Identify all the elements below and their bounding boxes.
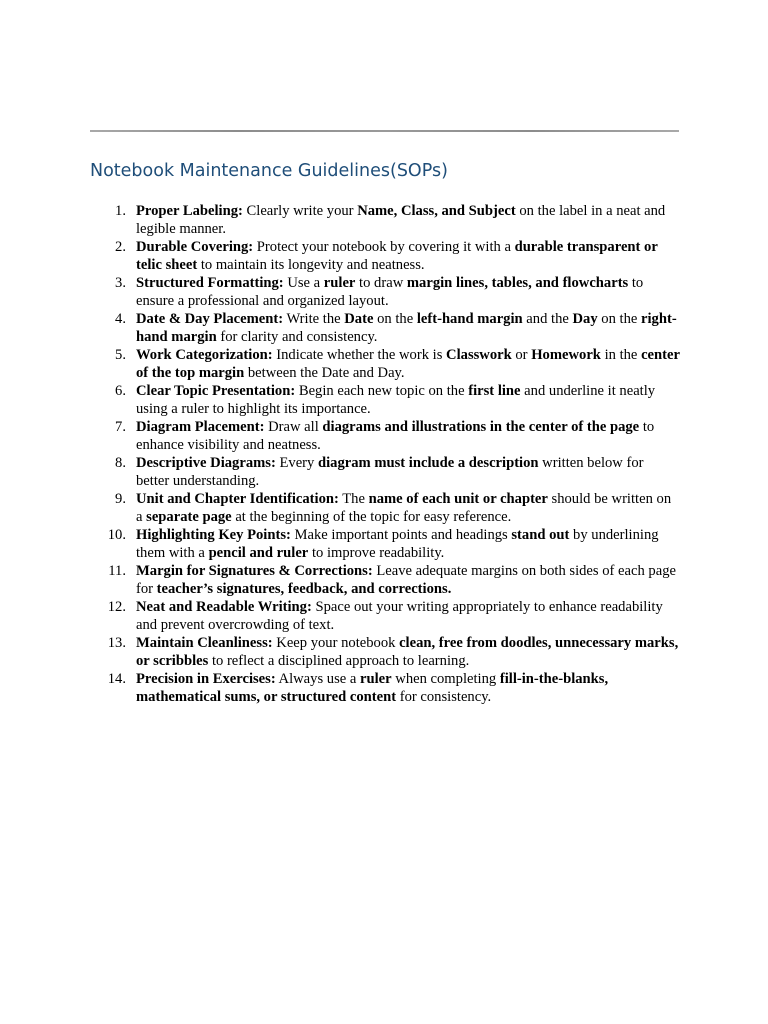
text-run: and the xyxy=(522,311,573,327)
text-run: Clearly write your xyxy=(242,203,358,219)
bold-run: Work Categorization: xyxy=(136,347,273,363)
text-run: to reflect a disciplined approach to learning. xyxy=(208,653,470,669)
item-text xyxy=(136,527,659,561)
bold-run: center of the top margin xyxy=(136,347,680,381)
item-text xyxy=(136,347,680,381)
item-text xyxy=(136,455,644,489)
bold-run: Classwork xyxy=(446,347,512,363)
guideline-item-5 xyxy=(90,346,680,382)
document-title: Notebook Maintenance Guidelines(SOPs) xyxy=(90,161,448,181)
text-run: when completing xyxy=(391,671,500,687)
bold-run: Durable Covering: xyxy=(136,239,254,255)
text-run: and underline it neatly using a ruler to highlight its importance. xyxy=(136,383,656,417)
bold-run: Name, Class, and Subject xyxy=(357,203,516,219)
guideline-item-2 xyxy=(90,238,680,274)
bold-run: ruler xyxy=(360,671,392,687)
text-run: Use a xyxy=(283,275,324,291)
bold-run: Precision in Exercises: xyxy=(136,671,276,687)
bold-run: Clear Topic Presentation: xyxy=(136,383,296,399)
guideline-item-1 xyxy=(90,202,680,238)
item-number: 10. xyxy=(107,527,126,543)
guideline-item-9 xyxy=(90,490,680,526)
header-rule xyxy=(90,130,679,132)
text-run: should be written on a xyxy=(136,491,672,525)
bold-run: Structured Formatting: xyxy=(136,275,284,291)
bold-run: ruler xyxy=(323,275,356,291)
bold-run: Proper Labeling: xyxy=(136,203,243,219)
bold-run: Neat and Readable Writing: xyxy=(136,599,312,615)
bold-run: Date xyxy=(344,311,374,327)
item-number: 12. xyxy=(107,599,126,615)
item-text xyxy=(136,239,658,273)
bold-run: clean, free from doodles, unnecessary marks, or scribbles xyxy=(136,635,679,669)
text-run: Keep your notebook xyxy=(272,635,400,651)
item-number: 14. xyxy=(107,671,126,687)
guideline-item-8 xyxy=(90,454,680,490)
item-number: 2. xyxy=(115,239,126,255)
text-run: The xyxy=(338,491,369,507)
bold-run: Unit and Chapter Identification: xyxy=(136,491,339,507)
item-text xyxy=(136,203,665,237)
guideline-item-7 xyxy=(90,418,680,454)
item-text xyxy=(136,563,676,597)
text-run: Every xyxy=(275,455,318,471)
bold-run: Highlighting Key Points: xyxy=(136,527,291,543)
guideline-item-4 xyxy=(90,310,680,346)
text-run: to improve readability. xyxy=(308,545,445,561)
guideline-item-6 xyxy=(90,382,680,418)
item-text xyxy=(136,671,608,705)
item-number: 1. xyxy=(115,203,126,219)
item-text xyxy=(136,419,654,453)
bold-run: name of each unit or chapter xyxy=(368,491,548,507)
text-run: or xyxy=(511,347,532,363)
bold-run: pencil and ruler xyxy=(208,545,309,561)
bold-run: Margin for Signatures & Corrections: xyxy=(136,563,373,579)
text-run: on the xyxy=(373,311,417,327)
bold-run: separate page xyxy=(146,509,232,525)
text-run: for clarity and consistency. xyxy=(216,329,378,345)
text-run: Indicate whether the work is xyxy=(272,347,447,363)
item-number: 9. xyxy=(115,491,126,507)
item-number: 4. xyxy=(115,311,126,327)
bold-run: margin lines, tables, and flowcharts xyxy=(406,275,629,291)
item-text xyxy=(136,635,678,669)
text-run: to enhance visibility and neatness. xyxy=(136,419,655,453)
text-run: Protect your notebook by covering it with a xyxy=(253,239,515,255)
text-run: Begin each new topic on the xyxy=(295,383,469,399)
text-run: by underlining them with a xyxy=(136,527,659,561)
bold-run: diagrams and illustrations in the center of the page xyxy=(322,419,640,435)
bold-run: Homework xyxy=(531,347,601,363)
text-run: on the xyxy=(597,311,642,327)
text-run: to draw xyxy=(355,275,407,291)
bold-run: durable transparent or telic sheet xyxy=(136,239,658,273)
guideline-item-3 xyxy=(90,274,680,310)
bold-run: Date & Day Placement: xyxy=(136,311,284,327)
text-run: Make important points and headings xyxy=(290,527,512,543)
item-number: 11. xyxy=(108,563,126,579)
guideline-item-11 xyxy=(90,562,680,598)
text-run: for consistency. xyxy=(396,689,492,705)
item-number: 8. xyxy=(115,455,126,471)
item-number: 6. xyxy=(115,383,126,399)
bold-run: Maintain Cleanliness: xyxy=(136,635,273,651)
bold-run: fill-in-the-blanks, mathematical sums, or structured content xyxy=(136,671,609,705)
guideline-list xyxy=(90,202,680,706)
bold-run: Diagram Placement: xyxy=(136,419,265,435)
text-run: Write the xyxy=(283,311,345,327)
item-number: 7. xyxy=(115,419,126,435)
item-number: 5. xyxy=(115,347,126,363)
text-run: Draw all xyxy=(264,419,323,435)
bold-run: Day xyxy=(572,311,598,327)
text-run: Always use a xyxy=(275,671,361,687)
text-run: between the Date and Day. xyxy=(244,365,405,381)
guideline-item-10 xyxy=(90,526,680,562)
item-text xyxy=(136,383,655,417)
text-run: Space out your writing appropriately to enhance readability and prevent overcrowding of text. xyxy=(136,599,663,633)
bold-run: first line xyxy=(468,383,521,399)
item-text xyxy=(136,599,663,633)
guideline-item-13 xyxy=(90,634,680,670)
item-text xyxy=(136,311,677,345)
bold-run: Descriptive Diagrams: xyxy=(136,455,276,471)
item-number: 13. xyxy=(107,635,126,651)
guideline-item-14 xyxy=(90,670,680,706)
guideline-item-12 xyxy=(90,598,680,634)
item-text xyxy=(136,491,671,525)
bold-run: stand out xyxy=(511,527,570,543)
bold-run: left-hand margin xyxy=(416,311,523,327)
item-number: 3. xyxy=(115,275,126,291)
bold-run: teacher’s signatures, feedback, and corrections. xyxy=(156,581,452,597)
text-run: Leave adequate margins on both sides of each page for xyxy=(136,563,676,597)
text-run: at the beginning of the topic for easy reference. xyxy=(231,509,512,525)
text-run: written below for better understanding. xyxy=(136,455,644,489)
text-run: to ensure a professional and organized layout. xyxy=(136,275,644,309)
item-text xyxy=(136,275,643,309)
bold-run: right-hand margin xyxy=(136,311,677,345)
bold-run: diagram must include a description xyxy=(317,455,539,471)
text-run: to maintain its longevity and neatness. xyxy=(197,257,425,273)
text-run: in the xyxy=(600,347,642,363)
text-run: on the label in a neat and legible manner. xyxy=(136,203,666,237)
